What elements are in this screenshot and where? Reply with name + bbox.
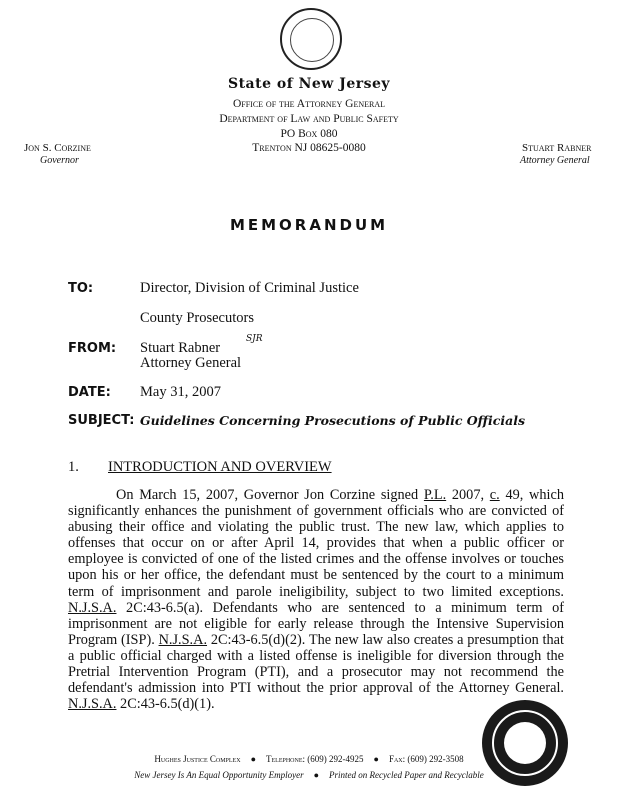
date-value: May 31, 2007 (140, 384, 221, 400)
city-line: Trenton NJ 08625-0080 (252, 142, 366, 154)
subject-value: Guidelines Concerning Prosecutions of Public Officials (140, 413, 525, 428)
memo-title: MEMORANDUM (229, 216, 389, 234)
from-line-1: Stuart Rabner (140, 340, 221, 356)
footer-notice: New Jersey Is An Equal Opportunity Employer ● Printed on Recycled Paper and Recyclable (134, 770, 484, 780)
signature-initials: SJR (246, 334, 263, 344)
governor-name: Jon S. Corzine (24, 142, 91, 154)
date-label: DATE: (68, 385, 111, 400)
department-name: Department of Law and Public Safety (219, 113, 399, 125)
to-line-2: County Prosecutors (140, 310, 254, 326)
footer-contact: Hughes Justice Complex ● Telephone: (609) 292-4925 ● Fax: (609) 292-3508 (154, 754, 464, 764)
section-heading (68, 459, 332, 476)
subject-label: SUBJECT: (68, 413, 135, 428)
attorney-general-name: Stuart Rabner (522, 142, 592, 154)
from-label: FROM: (68, 341, 117, 356)
state-name: State of New Jersey (227, 76, 391, 92)
state-seal-icon (280, 8, 342, 70)
to-line-1: Director, Division of Criminal Justice (140, 280, 359, 296)
to-label: TO: (68, 281, 94, 296)
office-name: Office of the Attorney General (232, 98, 386, 110)
po-box: PO Box 080 (280, 128, 338, 140)
body-paragraph: On March 15, 2007, Governor Jon Corzine signed P.L. 2007, c. 49, which significantly enhances the punishment of government officials who are convicted of abusing their office and violating the public trust. The new law, which applies to offenses that occur on or after April 14, provides that when a public officer or employee is convicted of one of the listed crimes and the offense involves or touches upon his or her office, the defendant must be sentenced by the court to a minimum term of imprisonment and parole ineligibility, subject to two limited exceptions. N.J.S.A. 2C:43-6.5(a). Defendants who are sentenced to a minimum term of imprisonment are not eligible for early release through the Intensive Supervision Program (ISP). N.J.S.A. 2C:43-6.5(d)(2). The new law also creates a presumption that a public official charged with a listed offense is ineligible for diversion through the Pretrial Intervention Program (PTI), and a prosecutor may not recommend the defendant's admission into PTI without the prior approval of the Attorney General. N.J.S.A. 2C:43-6.5(d)(1). (68, 487, 564, 713)
section-title: INTRODUCTION AND OVERVIEW (108, 459, 332, 475)
from-line-2: Attorney General (140, 355, 242, 371)
attorney-general-title: Attorney General (520, 155, 590, 166)
section-number: 1. (68, 459, 79, 475)
governor-title: Governor (40, 155, 79, 166)
